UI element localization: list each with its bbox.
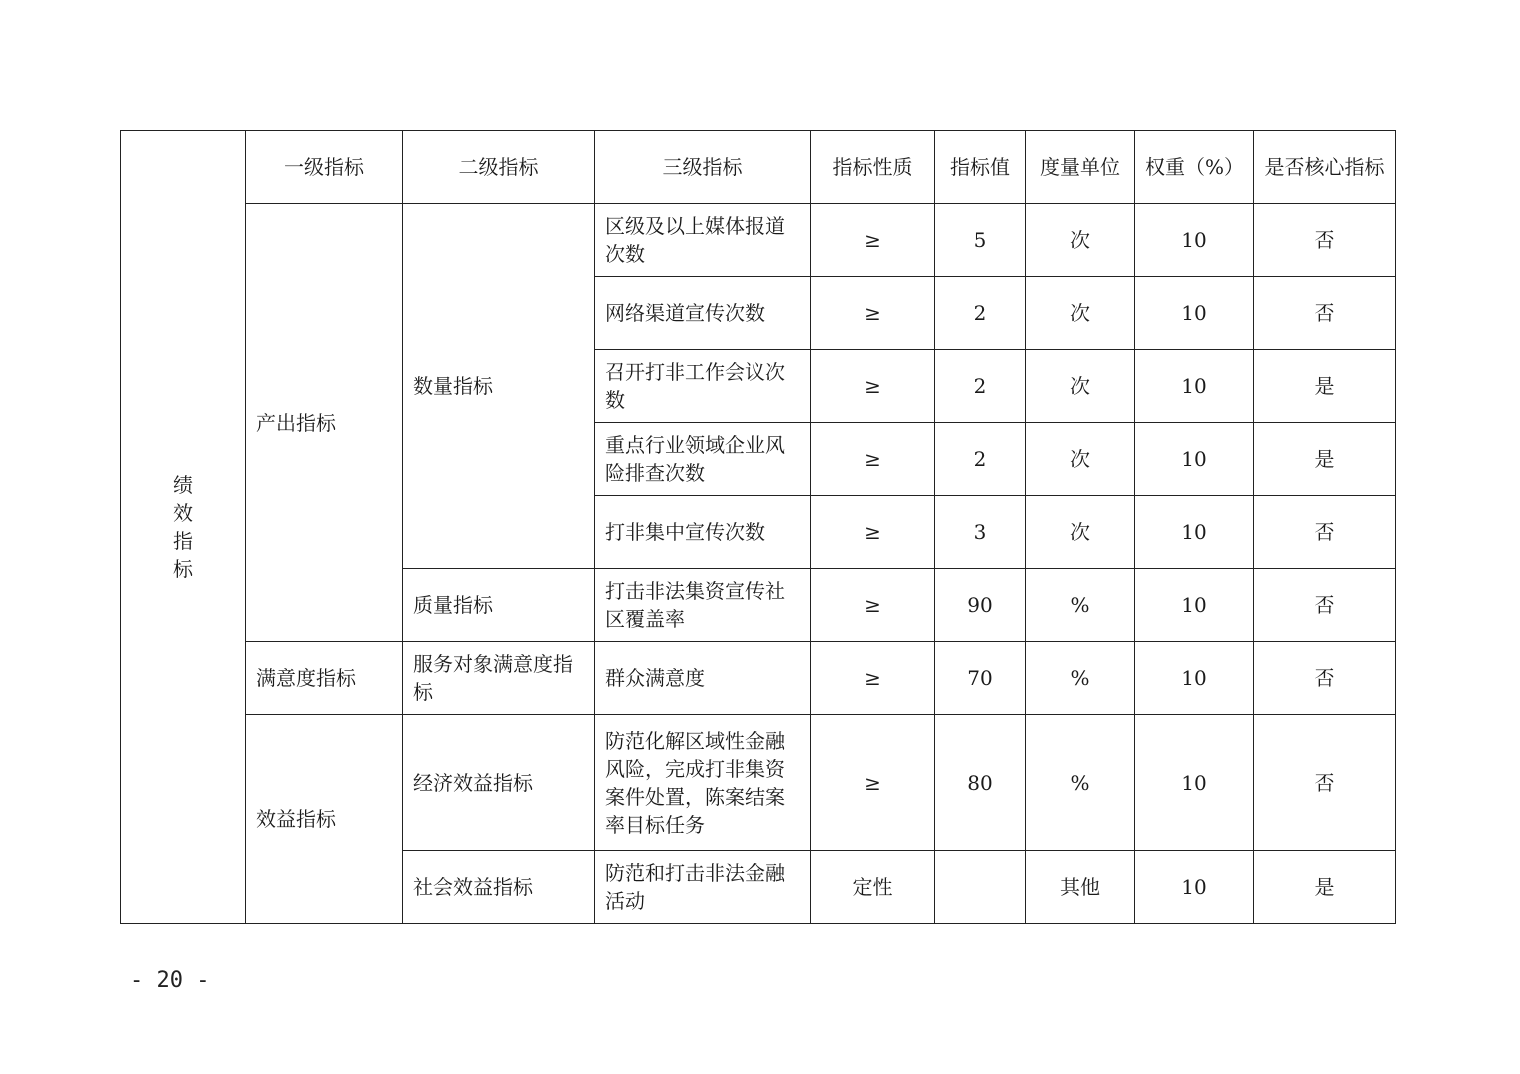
row-name: 打击非法集资宣传社区覆盖率 [595,569,811,642]
row-name: 网络渠道宣传次数 [595,277,811,350]
header-level3: 三级指标 [595,131,811,204]
row-weight: 10 [1135,277,1254,350]
row-nature: ≥ [811,277,935,350]
row-value: 70 [935,642,1026,715]
header-value: 指标值 [935,131,1026,204]
performance-indicator-table [120,130,1396,924]
row-name: 打非集中宣传次数 [595,496,811,569]
group-social: 社会效益指标 [403,851,595,924]
group-service-satisfaction: 服务对象满意度指标 [403,642,595,715]
row-unit: 次 [1026,496,1135,569]
row-nature: ≥ [811,204,935,277]
row-nature: 定性 [811,851,935,924]
row-core: 否 [1254,204,1396,277]
row-unit: 次 [1026,350,1135,423]
row-weight: 10 [1135,204,1254,277]
row-value: 2 [935,423,1026,496]
row-unit: % [1026,642,1135,715]
section-label-cell [121,131,246,924]
group-output: 产出指标 [246,204,403,642]
row-name: 防范化解区域性金融风险，完成打非集资案件处置，陈案结案率目标任务 [595,715,811,851]
row-weight: 10 [1135,350,1254,423]
table-row [121,642,1396,715]
row-nature: ≥ [811,423,935,496]
page-number: - 20 - [130,968,210,993]
row-name: 重点行业领域企业风险排查次数 [595,423,811,496]
row-value: 2 [935,277,1026,350]
row-core: 否 [1254,642,1396,715]
row-nature: ≥ [811,569,935,642]
row-core: 是 [1254,350,1396,423]
row-unit: % [1026,715,1135,851]
group-quantity: 数量指标 [403,204,595,569]
header-unit: 度量单位 [1026,131,1135,204]
row-weight: 10 [1135,569,1254,642]
row-value [935,851,1026,924]
row-weight: 10 [1135,851,1254,924]
group-economic: 经济效益指标 [403,715,595,851]
row-nature: ≥ [811,350,935,423]
row-weight: 10 [1135,642,1254,715]
row-weight: 10 [1135,496,1254,569]
header-nature: 指标性质 [811,131,935,204]
header-core: 是否核心指标 [1254,131,1396,204]
row-core: 否 [1254,277,1396,350]
row-value: 90 [935,569,1026,642]
table-row [121,715,1396,851]
table-row [121,204,1396,277]
row-value: 5 [935,204,1026,277]
row-unit: 次 [1026,423,1135,496]
row-unit: % [1026,569,1135,642]
row-core: 否 [1254,569,1396,642]
row-core: 是 [1254,851,1396,924]
row-name: 召开打非工作会议次数 [595,350,811,423]
group-benefit: 效益指标 [246,715,403,924]
row-core: 否 [1254,715,1396,851]
row-unit: 其他 [1026,851,1135,924]
row-value: 3 [935,496,1026,569]
row-name: 防范和打击非法金融活动 [595,851,811,924]
row-unit: 次 [1026,204,1135,277]
header-row [121,131,1396,204]
row-weight: 10 [1135,423,1254,496]
group-quality: 质量指标 [403,569,595,642]
row-nature: ≥ [811,496,935,569]
row-value: 80 [935,715,1026,851]
header-level2: 二级指标 [403,131,595,204]
section-label: 绩效指标 [173,473,193,581]
row-value: 2 [935,350,1026,423]
row-nature: ≥ [811,642,935,715]
row-core: 是 [1254,423,1396,496]
group-satisfaction: 满意度指标 [246,642,403,715]
header-weight: 权重（%） [1135,131,1254,204]
row-nature: ≥ [811,715,935,851]
row-core: 否 [1254,496,1396,569]
row-weight: 10 [1135,715,1254,851]
header-level1: 一级指标 [246,131,403,204]
row-unit: 次 [1026,277,1135,350]
row-name: 群众满意度 [595,642,811,715]
row-name: 区级及以上媒体报道次数 [595,204,811,277]
